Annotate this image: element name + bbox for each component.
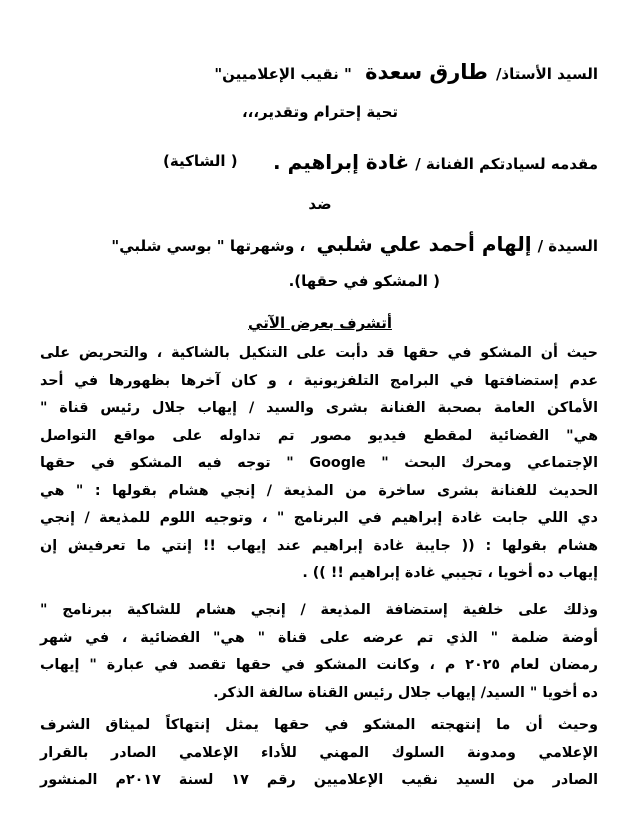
text-line: وذلك على خلفية إستضافة المذيعة / إنجي هشام للشاكية ببرنامج " xyxy=(40,602,598,618)
respondent-alias: ، وشهرتها " بوسي شلبي" xyxy=(111,237,306,255)
text-line: رمضان لعام ٢٠٢٥ م ، وكانت المشكو في حقها تقصد في عبارة " إيهاب xyxy=(40,657,598,673)
text-line: وحيث أن ما إنتهجته المشكو في حقها يمثل إنتهاكاً لميثاق الشرف xyxy=(40,717,598,733)
text-line: ده أخويا " السيد/ إيهاب جلال رئيس القناة سالفة الذكر. xyxy=(213,684,598,701)
section-heading xyxy=(0,314,640,332)
respondent-role: ( المشكو في حقها). xyxy=(288,272,440,290)
text-line: حيث أن المشكو في حقها قد دأبت على التنكيل بالشاكية ، والتحريض على xyxy=(40,345,598,361)
text-line: أوضة ضلمة " الذي تم عرضه على قناة " هي" الفضائية ، في شهر xyxy=(40,629,598,646)
respondent-name: إلهام أحمد علي شلبي xyxy=(316,232,532,256)
salutation-prefix: السيد الأستاذ/ xyxy=(495,65,598,83)
text-line: الأماكن العامة بصحبة الفنانة بشرى والسيد / إيهاب جلال رئيس قناة " xyxy=(40,400,598,416)
text-line: الإجتماعي ومحرك البحث " Google " توجه فيه المشكو في حقها xyxy=(40,455,598,471)
addressee-title: " نقيب الإعلاميين" xyxy=(214,65,352,83)
paragraph-1 xyxy=(40,340,598,588)
salutation-line xyxy=(214,60,598,84)
text-line: الصادر من السيد نقيب الإعلاميين رقم ١٧ لسنة ٢٠١٧م المنشور xyxy=(40,772,598,788)
text-line: الحديث للفنانة بشرى ساخرة من المذيعة / إنجي هشام بقولها : " هي xyxy=(40,482,598,499)
submitted-by-line xyxy=(163,150,598,174)
complainant-name: غادة إبراهيم . xyxy=(273,150,410,174)
respondent-prefix: السيدة / xyxy=(537,237,598,255)
text-line: عدم إستضافتها في البرامج التلفزيونية ، و كان آخرها بظهورها في أحد xyxy=(40,372,598,389)
text-line: الإعلامي ومدونة السلوك المهني للأداء الإعلامي الصادر بالقرار xyxy=(40,744,598,761)
addressee-name: طارق سعدة xyxy=(365,60,488,84)
submitted-prefix: مقدمه لسيادتكم الفنانة / xyxy=(415,155,598,173)
complainant-role: ( الشاكية) xyxy=(163,152,238,170)
against-word: ضد xyxy=(308,195,332,213)
section-heading-text: أتشرف بعرض الآتي xyxy=(248,314,392,332)
text-line: هي" الفضائية لمقطع فيديو مصور تم تداوله على مواقع التواصل xyxy=(40,427,598,444)
paragraph-3 xyxy=(40,712,598,795)
text-line: إيهاب ده أخويا ، تجيبي غادة إبراهيم !! )) . xyxy=(302,565,598,581)
paragraph-2 xyxy=(40,597,598,707)
respondent-line xyxy=(111,232,598,256)
text-line: هشام بقولها : (( جايبة غادة إبراهيم عند إيهاب !! إنتي ما تعرفيش إن xyxy=(40,537,598,554)
text-line: دي اللي جابت غادة إبراهيم في البرنامج " ، وتوجيه اللوم للمذيعة / إنجي xyxy=(40,510,598,526)
greeting: تحية إحترام وتقدير،،، xyxy=(241,103,399,121)
